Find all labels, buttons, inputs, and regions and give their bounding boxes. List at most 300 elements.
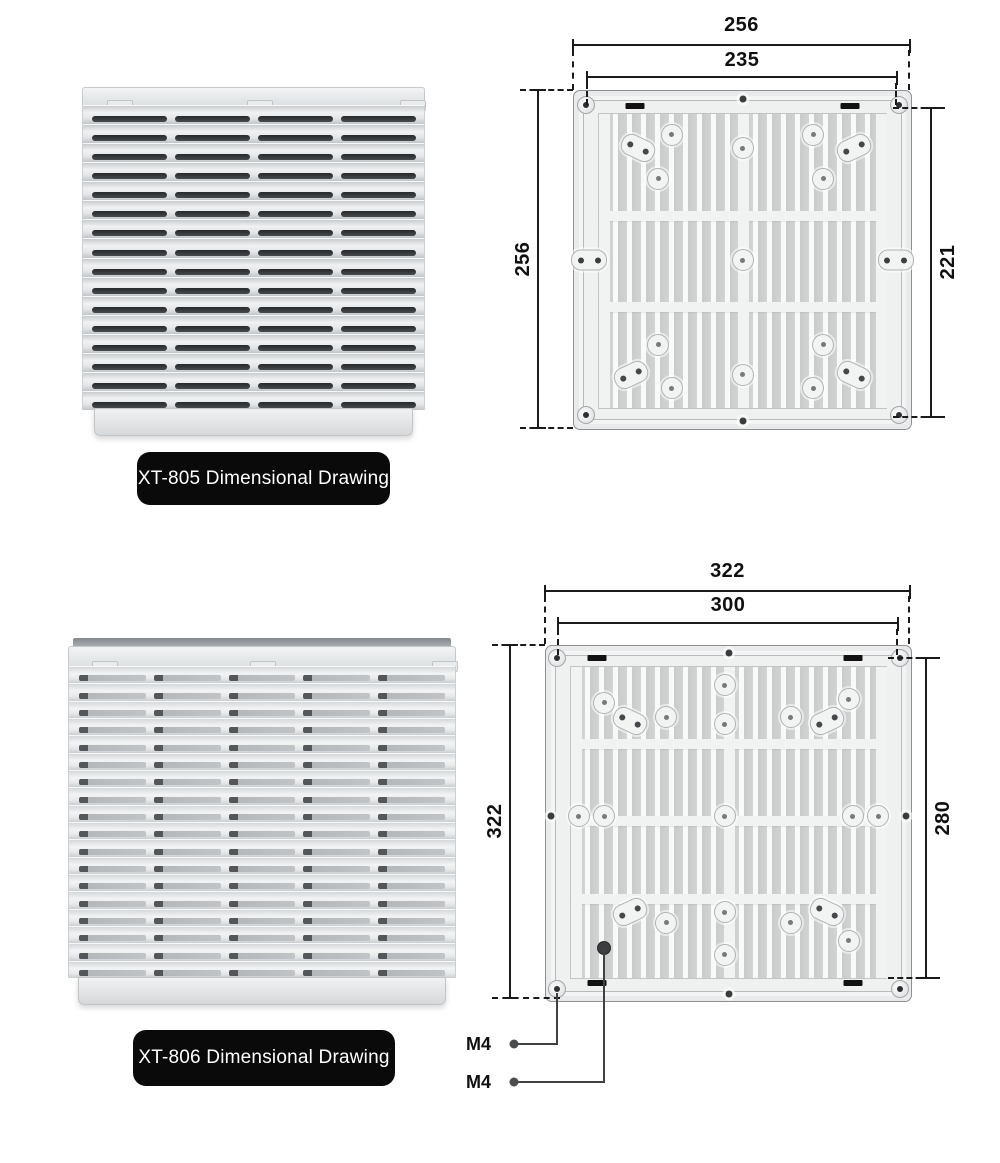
louver-slot-segment bbox=[79, 970, 146, 976]
snap-boss bbox=[647, 168, 669, 190]
m4-leader-line-1 bbox=[556, 993, 558, 1045]
m4-leader-line-2 bbox=[517, 1081, 605, 1083]
extension-line bbox=[586, 83, 588, 105]
edge-screw bbox=[739, 96, 746, 103]
boss-dot bbox=[656, 342, 661, 347]
louver-slot-segment bbox=[154, 745, 221, 751]
boss-dot bbox=[722, 814, 727, 819]
louver-slot-segment bbox=[258, 364, 333, 370]
louver-slat bbox=[83, 372, 424, 391]
louver-slot-row bbox=[79, 970, 446, 976]
louver-slot-row bbox=[92, 230, 416, 236]
louver-slot-row bbox=[79, 762, 446, 768]
m4-leader-dot-1 bbox=[510, 1040, 519, 1049]
louver-slot-segment bbox=[154, 727, 221, 733]
louver-slot-row bbox=[79, 675, 446, 681]
louver-slot-segment bbox=[79, 727, 146, 733]
louver-slot-segment bbox=[229, 849, 296, 855]
louver-slot-segment bbox=[229, 918, 296, 924]
louver-slot-segment bbox=[229, 814, 296, 820]
louver-slot-segment bbox=[341, 307, 416, 313]
screw-dot bbox=[554, 986, 560, 992]
louver-slot-segment bbox=[341, 269, 416, 275]
extension-line bbox=[895, 83, 897, 105]
louver-slat bbox=[69, 822, 455, 839]
louver-slot-segment bbox=[175, 230, 250, 236]
louver-slot-row bbox=[79, 901, 446, 907]
louver-slat bbox=[83, 315, 424, 334]
extension-line bbox=[572, 50, 574, 90]
louver-slot-segment bbox=[154, 762, 221, 768]
screw-dot bbox=[897, 986, 903, 992]
louver-slot-segment bbox=[79, 918, 146, 924]
louver-slat bbox=[83, 238, 424, 257]
boss-dot bbox=[618, 713, 626, 721]
snap-boss bbox=[714, 944, 736, 966]
boss-dot bbox=[627, 141, 635, 149]
louver-slat bbox=[69, 909, 455, 926]
louver-slot-row bbox=[79, 953, 446, 959]
louver-slot-segment bbox=[92, 192, 167, 198]
louver-slot-segment bbox=[258, 383, 333, 389]
extension-line bbox=[492, 997, 560, 999]
louver-slot-segment bbox=[175, 154, 250, 160]
louver-slot-segment bbox=[175, 250, 250, 256]
boss-dot bbox=[669, 386, 674, 391]
boss-dot bbox=[811, 132, 816, 137]
xt806-base bbox=[78, 977, 446, 1005]
louver-slot-row bbox=[92, 154, 416, 160]
louver-slot-segment bbox=[378, 779, 445, 785]
retainer-clip bbox=[625, 103, 644, 109]
boss-dot bbox=[664, 920, 669, 925]
louver-slot-segment bbox=[154, 849, 221, 855]
louver-slot-segment bbox=[175, 364, 250, 370]
louver-slat bbox=[69, 787, 455, 804]
louver-slot-segment bbox=[154, 970, 221, 976]
louver-slot-segment bbox=[175, 135, 250, 141]
louver-slot-segment bbox=[229, 935, 296, 941]
louver-slot-segment bbox=[303, 779, 370, 785]
retainer-clip bbox=[843, 980, 862, 986]
louver-slot-segment bbox=[175, 116, 250, 122]
louver-slot-row bbox=[92, 173, 416, 179]
louver-slat bbox=[83, 219, 424, 238]
louver-slot-segment bbox=[92, 173, 167, 179]
louver-slot-segment bbox=[92, 326, 167, 332]
louver-slot-segment bbox=[258, 326, 333, 332]
louver-slat bbox=[83, 334, 424, 353]
m4-leader-line-1 bbox=[517, 1043, 558, 1045]
louver-slot-segment bbox=[79, 901, 146, 907]
louver-slot-segment bbox=[79, 779, 146, 785]
louver-slot-segment bbox=[175, 173, 250, 179]
louver-slot-segment bbox=[229, 745, 296, 751]
snap-boss bbox=[714, 805, 736, 827]
louver-slat bbox=[83, 162, 424, 181]
xt806-front-view bbox=[68, 638, 456, 1005]
louver-slot-segment bbox=[175, 269, 250, 275]
louver-slot-segment bbox=[378, 918, 445, 924]
xt805-top-cap bbox=[82, 87, 425, 107]
boss-dot bbox=[816, 905, 824, 913]
snap-boss bbox=[780, 912, 802, 934]
boss-dot bbox=[846, 938, 851, 943]
dim-line-806-mount-height bbox=[925, 658, 927, 978]
corner-screw bbox=[890, 96, 908, 114]
boss-dot bbox=[722, 910, 727, 915]
badge-xt805-text: XT-805 Dimensional Drawing bbox=[137, 467, 390, 489]
dim-label-806-mount-width: 300 bbox=[710, 594, 746, 616]
louver-slot-segment bbox=[79, 831, 146, 837]
louver-slot-segment bbox=[303, 849, 370, 855]
boss-dot bbox=[602, 700, 607, 705]
louver-slot-segment bbox=[341, 345, 416, 351]
dim-line-805-mount-width bbox=[587, 76, 897, 78]
boss-dot bbox=[669, 132, 674, 137]
retainer-clip bbox=[843, 655, 862, 661]
louver-slot-segment bbox=[341, 288, 416, 294]
louver-slot-segment bbox=[378, 745, 445, 751]
louver-slat bbox=[69, 926, 455, 943]
extension-line bbox=[544, 596, 546, 644]
corner-screw bbox=[577, 406, 595, 424]
snap-boss bbox=[732, 364, 754, 386]
louver-slot-segment bbox=[378, 883, 445, 889]
louver-slot-segment bbox=[303, 797, 370, 803]
louver-slot-segment bbox=[378, 935, 445, 941]
louver-slat bbox=[69, 839, 455, 856]
louver-slot-segment bbox=[79, 866, 146, 872]
louver-slot-segment bbox=[258, 288, 333, 294]
louver-slot-segment bbox=[229, 779, 296, 785]
snap-boss bbox=[867, 805, 889, 827]
snap-boss bbox=[802, 377, 824, 399]
extension-line bbox=[888, 977, 940, 979]
louver-slot-segment bbox=[154, 779, 221, 785]
snap-boss bbox=[838, 688, 860, 710]
snap-boss bbox=[714, 674, 736, 696]
edge-screw bbox=[902, 813, 909, 820]
corner-screw bbox=[891, 980, 909, 998]
xt806-rear-drawing bbox=[545, 645, 912, 1002]
louver-slot-segment bbox=[258, 250, 333, 256]
louver-slot-segment bbox=[303, 762, 370, 768]
louver-slot-row bbox=[79, 831, 446, 837]
louver-slot-row bbox=[79, 883, 446, 889]
louver-slot-segment bbox=[79, 762, 146, 768]
louver-slot-segment bbox=[258, 154, 333, 160]
louver-slot-segment bbox=[92, 364, 167, 370]
louver-slat bbox=[83, 124, 424, 143]
louver-slot-segment bbox=[303, 710, 370, 716]
snap-boss bbox=[802, 124, 824, 146]
xt805-front-view bbox=[82, 87, 425, 436]
snap-boss bbox=[714, 713, 736, 735]
louver-slot-row bbox=[79, 866, 446, 872]
boss-dot bbox=[821, 176, 826, 181]
louver-slot-row bbox=[92, 269, 416, 275]
boss-dot bbox=[831, 713, 839, 721]
retainer-clip bbox=[588, 655, 607, 661]
louver-slot-segment bbox=[303, 745, 370, 751]
dim-line-806-mount-width bbox=[558, 622, 898, 624]
louver-slot-segment bbox=[79, 849, 146, 855]
louver-slot-segment bbox=[229, 693, 296, 699]
louver-slot-row bbox=[79, 779, 446, 785]
louver-slot-segment bbox=[154, 693, 221, 699]
extension-line bbox=[893, 416, 945, 418]
snap-boss bbox=[732, 137, 754, 159]
louver-slat bbox=[69, 753, 455, 770]
boss-dot bbox=[811, 386, 816, 391]
louver-slot-row bbox=[79, 745, 446, 751]
boss-dot bbox=[642, 148, 650, 156]
louver-slot-segment bbox=[303, 901, 370, 907]
louver-slot-segment bbox=[92, 135, 167, 141]
louver-slot-segment bbox=[79, 693, 146, 699]
screw-dot bbox=[554, 655, 560, 661]
boss-dot bbox=[722, 722, 727, 727]
louver-slot-row bbox=[92, 211, 416, 217]
louver-slot-segment bbox=[378, 675, 445, 681]
louver-slot-segment bbox=[79, 814, 146, 820]
louver-slot-row bbox=[79, 918, 446, 924]
louver-slot-segment bbox=[92, 383, 167, 389]
louver-slot-segment bbox=[92, 288, 167, 294]
extension-line bbox=[888, 657, 940, 659]
louver-slot-segment bbox=[79, 883, 146, 889]
dim-label-805-outer-height: 256 bbox=[512, 241, 534, 277]
boss-dot bbox=[788, 715, 793, 720]
louver-slot-segment bbox=[258, 173, 333, 179]
louver-slot-segment bbox=[92, 307, 167, 313]
louver-slot-row bbox=[92, 326, 416, 332]
screw-dot bbox=[583, 412, 589, 418]
louver-slot-row bbox=[92, 288, 416, 294]
louver-slot-segment bbox=[154, 953, 221, 959]
louver-slot-segment bbox=[92, 345, 167, 351]
dim-label-806-outer-width: 322 bbox=[710, 560, 745, 582]
louver-slot-segment bbox=[258, 211, 333, 217]
boss-dot bbox=[633, 720, 641, 728]
louver-slot-segment bbox=[154, 918, 221, 924]
louver-slat bbox=[69, 874, 455, 891]
louver-slot-segment bbox=[258, 345, 333, 351]
louver-slot-segment bbox=[303, 918, 370, 924]
xt805-base bbox=[94, 408, 413, 436]
louver-slot-segment bbox=[154, 710, 221, 716]
louver-slot-segment bbox=[154, 883, 221, 889]
louver-slot-segment bbox=[378, 970, 445, 976]
dim-line-805-mount-height bbox=[930, 108, 932, 417]
louver-slot-segment bbox=[303, 953, 370, 959]
louver-slat bbox=[69, 805, 455, 822]
louver-slot-row bbox=[92, 307, 416, 313]
edge-screw bbox=[548, 813, 555, 820]
louver-slot-row bbox=[92, 116, 416, 122]
boss-dot bbox=[602, 814, 607, 819]
dim-label-805-outer-width: 256 bbox=[724, 14, 759, 36]
louver-slot-row bbox=[92, 345, 416, 351]
louver-slot-segment bbox=[229, 901, 296, 907]
boss-dot bbox=[846, 697, 851, 702]
snap-boss bbox=[568, 805, 590, 827]
louver-slat bbox=[83, 143, 424, 162]
louver-slot-segment bbox=[92, 269, 167, 275]
louver-slot-segment bbox=[154, 797, 221, 803]
louver-slat bbox=[69, 891, 455, 908]
louver-slat bbox=[69, 701, 455, 718]
boss-dot bbox=[578, 257, 584, 263]
louver-slot-segment bbox=[303, 727, 370, 733]
louver-slat bbox=[69, 683, 455, 700]
louver-slot-segment bbox=[92, 116, 167, 122]
boss-dot bbox=[842, 148, 850, 156]
edge-screw bbox=[739, 417, 746, 424]
boss-dot bbox=[740, 146, 745, 151]
snap-boss bbox=[780, 706, 802, 728]
dim-label-805-mount-height: 221 bbox=[937, 244, 959, 280]
louver-slot-row bbox=[79, 849, 446, 855]
extension-line bbox=[908, 596, 910, 644]
boss-dot bbox=[618, 912, 626, 920]
xt806-louver-grille bbox=[68, 666, 456, 978]
louver-slat bbox=[69, 857, 455, 874]
louver-slot-segment bbox=[303, 883, 370, 889]
louver-slot-segment bbox=[258, 116, 333, 122]
boss-dot bbox=[857, 374, 865, 382]
boss-dot bbox=[876, 814, 881, 819]
retainer-clip bbox=[841, 103, 860, 109]
edge-latch-boss bbox=[571, 250, 607, 271]
boss-dot bbox=[722, 683, 727, 688]
boss-dot bbox=[842, 367, 850, 375]
louver-slat bbox=[69, 718, 455, 735]
boss-dot bbox=[740, 258, 745, 263]
snap-boss bbox=[812, 334, 834, 356]
louver-slat bbox=[69, 666, 455, 683]
louver-slot-segment bbox=[175, 192, 250, 198]
louver-slot-segment bbox=[378, 866, 445, 872]
boss-dot bbox=[821, 342, 826, 347]
snap-boss bbox=[714, 901, 736, 923]
badge-xt805 bbox=[137, 452, 390, 505]
boss-dot bbox=[722, 952, 727, 957]
boss-dot bbox=[884, 257, 890, 263]
louver-slot-segment bbox=[154, 814, 221, 820]
louver-slot-row bbox=[92, 383, 416, 389]
louver-slot-segment bbox=[229, 883, 296, 889]
louver-slat bbox=[69, 770, 455, 787]
louver-slot-segment bbox=[92, 154, 167, 160]
louver-slot-segment bbox=[79, 797, 146, 803]
louver-slot-row bbox=[92, 364, 416, 370]
louver-slot-row bbox=[92, 250, 416, 256]
dim-line-806-outer-width bbox=[545, 590, 910, 592]
louver-slot-segment bbox=[229, 710, 296, 716]
dim-label-805-mount-width: 235 bbox=[724, 49, 760, 71]
louver-slot-segment bbox=[341, 192, 416, 198]
louver-slot-segment bbox=[341, 173, 416, 179]
louver-slot-segment bbox=[229, 727, 296, 733]
louver-slot-segment bbox=[378, 797, 445, 803]
boss-dot bbox=[831, 912, 839, 920]
louver-slat bbox=[69, 735, 455, 752]
louver-slot-segment bbox=[229, 675, 296, 681]
louver-slat bbox=[83, 105, 424, 124]
louver-slot-row bbox=[92, 135, 416, 141]
boss-dot bbox=[816, 720, 824, 728]
louver-slot-segment bbox=[79, 745, 146, 751]
boss-dot bbox=[595, 257, 601, 263]
extension-line bbox=[557, 629, 559, 655]
xt805-rear-drawing bbox=[573, 90, 912, 430]
louver-slot-segment bbox=[258, 269, 333, 275]
louver-slot-segment bbox=[378, 953, 445, 959]
badge-xt806 bbox=[133, 1030, 395, 1086]
louver-slot-segment bbox=[378, 849, 445, 855]
louver-slot-segment bbox=[303, 814, 370, 820]
louver-slot-segment bbox=[229, 797, 296, 803]
edge-screw bbox=[725, 990, 732, 997]
louver-slot-segment bbox=[378, 762, 445, 768]
louver-slot-segment bbox=[378, 693, 445, 699]
louver-slot-segment bbox=[303, 693, 370, 699]
snap-boss bbox=[593, 692, 615, 714]
edge-screw bbox=[725, 650, 732, 657]
snap-boss bbox=[661, 124, 683, 146]
louver-slot-segment bbox=[175, 307, 250, 313]
louver-slot-segment bbox=[154, 901, 221, 907]
dim-line-806-outer-height bbox=[509, 645, 511, 998]
louver-slat bbox=[83, 353, 424, 372]
louver-slot-segment bbox=[229, 762, 296, 768]
boss-dot bbox=[857, 141, 865, 149]
louver-slot-row bbox=[79, 814, 446, 820]
louver-slot-segment bbox=[175, 383, 250, 389]
louver-slot-segment bbox=[378, 814, 445, 820]
louver-slot-segment bbox=[303, 831, 370, 837]
louver-slot-segment bbox=[154, 935, 221, 941]
louver-slat bbox=[83, 277, 424, 296]
louver-slat bbox=[83, 296, 424, 315]
louver-slot-segment bbox=[378, 831, 445, 837]
louver-slot-segment bbox=[378, 727, 445, 733]
louver-slot-segment bbox=[92, 211, 167, 217]
louver-slot-segment bbox=[341, 383, 416, 389]
snap-boss bbox=[647, 334, 669, 356]
louver-slot-segment bbox=[79, 935, 146, 941]
louver-slot-segment bbox=[341, 250, 416, 256]
louver-slot-row bbox=[92, 192, 416, 198]
louver-slot-segment bbox=[79, 953, 146, 959]
snap-boss bbox=[661, 377, 683, 399]
snap-boss bbox=[838, 930, 860, 952]
louver-slot-segment bbox=[303, 866, 370, 872]
boss-dot bbox=[635, 367, 643, 375]
extension-line bbox=[896, 629, 898, 655]
m4-leader-line-2 bbox=[603, 947, 605, 1083]
boss-dot bbox=[901, 257, 907, 263]
louver-slot-row bbox=[79, 693, 446, 699]
edge-latch-boss bbox=[878, 250, 914, 271]
louver-slot-segment bbox=[303, 675, 370, 681]
louver-slat bbox=[83, 200, 424, 219]
louver-slot-segment bbox=[154, 831, 221, 837]
louver-slot-segment bbox=[258, 135, 333, 141]
extension-line bbox=[893, 107, 945, 109]
